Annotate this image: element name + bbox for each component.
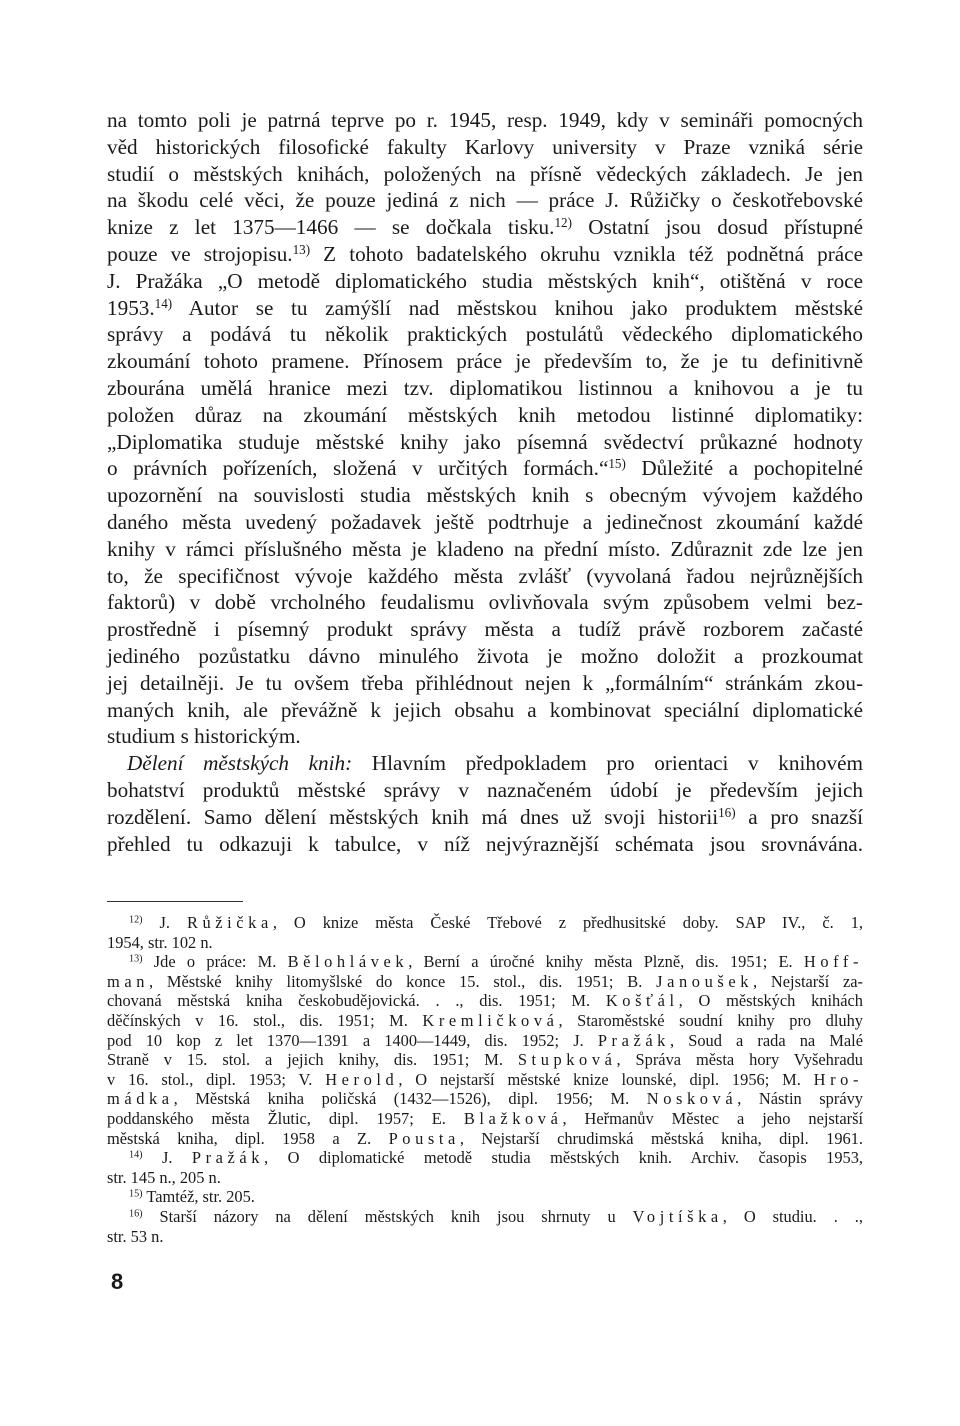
body-line: daného města uvedený požadavek ještě podtrhuje a jedinečnost zkoumání každé — [107, 509, 863, 534]
footnote-line: Straně v 15. stol. a jejich knihy, dis. 1951; M. Stupková, Správa města hory Vyšehradu — [107, 1050, 863, 1070]
footnote-line: mádka, Městská kniha poličská (1432—1526), dipl. 1956; M. Nosková, Nástin správy — [107, 1089, 863, 1109]
footnote-16: $^{16)}$ Starší názory na dělení městských knih jsou shrnuty u Vojtíška, O studiu. . ., — [129, 1206, 863, 1226]
body-line: jediného pozůstatku dávno minulého života je možno doložit a prozkoumat — [107, 643, 863, 668]
body-line: zkoumání tohoto pramene. Přínosem práce je především to, že je tu definitivně — [107, 349, 863, 374]
body-line: 1953.$^{14)}$ Autor se tu zamýšlí nad městskou knihou jako produktem městské — [107, 295, 863, 320]
body-text — [107, 107, 863, 857]
footnotes — [107, 913, 863, 1246]
body-line: rozdělení. Samo dělení městských knih má dnes už svoji historii$^{16)}$ a pro snazší — [107, 804, 863, 829]
body-line: studií o městských knihách, položených na přísně vědeckých základech. Je jen — [107, 161, 863, 186]
footnote-line: chovaná městská kniha českobudějovická. . ., dis. 1951; M. Košťál, O městských knihách — [107, 991, 863, 1011]
body-line: faktorů) v době vrcholného feudalismu ovlivňovala svým způsobem velmi bez- — [107, 590, 863, 615]
footnote-line: děčínských v 16. stol., dis. 1951; M. Kremličková, Staroměstské soudní knihy pro dluhy — [107, 1010, 863, 1030]
footnote-12: $^{12)}$ J. Růžička, O knize města České Třebové z předhusitské doby. SAP IV., č. 1, — [129, 913, 864, 932]
body-line: na škodu celé věci, že pouze jediná z nich — práce J. Růžičky o českotřebovské — [107, 188, 863, 213]
footnote-line: str. 53 n. — [107, 1226, 164, 1246]
footnote-line: man, Městské knihy litomyšlské do konce 15. stol., dis. 1951; B. Janoušek, Nejstarší za- — [107, 971, 863, 991]
footnote-ref-14: 14) — [154, 295, 173, 311]
body-line: věd historických filosofické fakulty Karlovy university v Praze vzniká série — [107, 134, 863, 159]
footnote-line: městská kniha, dipl. 1958 a Z. Pousta, Nejstarší chrudimská městská kniha, dipl. 1961. — [107, 1128, 863, 1148]
body-line: „Diplomatika studuje městské knihy jako písemná svědectví průkazné hodnoty — [107, 429, 863, 454]
section-heading: Dělení městských knih: — [127, 751, 353, 776]
footnote-line: 1954, str. 102 n. — [107, 932, 213, 952]
body-line: na tomto poli je patrná teprve po r. 1945, resp. 1949, kdy v semináři pomocných — [107, 108, 863, 132]
body-line: J. Pražáka „O metodě diplomatického studia městských knih“, otištěná v roce — [107, 268, 863, 293]
footnote-13: $^{13)}$ Jde o práce: M. Bělohlávek, Berní a úročné knihy města Plzně, dis. 1951; E. Hoff- — [129, 952, 863, 972]
body-line: to, že specifičnost vývoje každého města zvlášť (vyvolaná řadou nejrůznějších — [107, 563, 863, 588]
footnote-divider — [107, 901, 243, 902]
footnote-line: poddanského města Žlutic, dipl. 1957; E. Blažková, Heřmanův Městec a jeho nejstarší — [107, 1108, 864, 1128]
body-line: pouze ve strojopisu.$^{13)}$ Z tohoto badatelského okruhu vznikla též podnětná práce — [107, 241, 863, 266]
footnote-line: pod 10 kop z let 1370—1391 a 1400—1449, dis. 1952; J. Pražák, Soud a rada na Malé — [107, 1030, 863, 1050]
footnote-ref-13: 13) — [292, 241, 311, 257]
body-line: správy a podává tu několik praktických postulátů vědeckého diplomatického — [107, 322, 863, 347]
body-line: položen důraz na zkoumání městských knih metodou listinné diplomatiky: — [107, 402, 863, 427]
footnote-line: v 16. stol., dipl. 1953; V. Herold, O nejstarší městské knize lounské, dipl. 1956; M. Hro- — [107, 1069, 863, 1089]
body-line: maných knih, ale převážně k jejich obsahu a kombinovat speciální diplomatické — [107, 697, 863, 722]
body-line: Dělení městských knih: Hlavním předpokladem pro orientaci v knihovém — [127, 751, 863, 776]
body-line: knize z let 1375—1466 — se dočkala tisku.$^{12)}$ Ostatní jsou dosud přístupné — [107, 214, 863, 240]
body-line: studium s historickým. — [107, 724, 301, 749]
body-line: přehled tu odkazuji k tabulce, v níž nejvýraznější schémata jsou srovnávána. — [107, 831, 863, 856]
body-line: knihy v rámci příslušného města je kladeno na přední místo. Zdůraznit zde lze jen — [107, 536, 863, 561]
footnote-15: $^{15)}$ Tamtéž, str. 205. — [129, 1187, 255, 1207]
body-line: upozornění na souvislosti studia městských knih s obecným vývojem každého — [107, 483, 863, 508]
body-line: o právních pořízeních, složená v určitých formách.“$^{15)}$ Důležité a pochopitelné — [107, 456, 864, 481]
page-number: 8 — [111, 1269, 124, 1294]
footnote-ref-12: 12) — [554, 214, 572, 230]
body-line: zbourána umělá hranice mezi tzv. diplomatikou listinnou a knihovou a je tu — [107, 375, 863, 400]
footnote-14: $^{14)}$ J. Pražák, O diplomatické metodě studia městských knih. Archiv. časopis 1953, — [129, 1148, 863, 1168]
body-line: jej detailněji. Je tu ovšem třeba přihlédnout nejen k „formálním“ stránkám zkou- — [107, 670, 863, 695]
footnote-ref-16: 16) — [718, 804, 736, 820]
body-line: bohatství produktů městské správy v naznačeném údobí je především jejich — [107, 777, 863, 802]
body-line: prostředně i písemný produkt správy města a tudíž právě rozborem začasté — [107, 617, 863, 642]
footnote-line: str. 145 n., 205 n. — [107, 1167, 221, 1187]
footnote-ref-15: 15) — [608, 456, 626, 472]
